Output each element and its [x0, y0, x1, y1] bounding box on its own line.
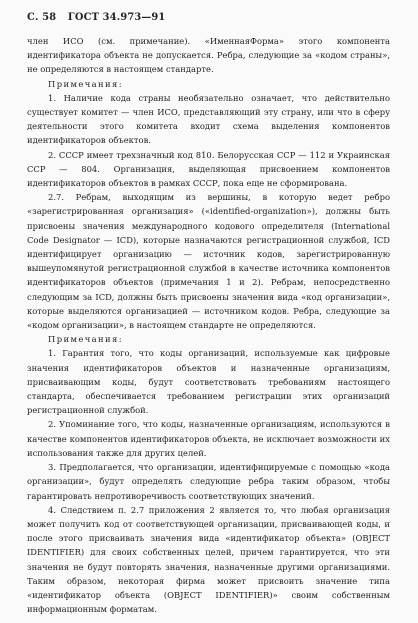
- notes-heading-2: Примечания:: [48, 334, 123, 345]
- note-2-2: 2. Упоминание того, что коды, назначенные организациям, используются в качестве компонентов идентификаторов объекта, не исключает возможности их использования также для других целей.: [27, 419, 390, 458]
- standard-designation: ГОСТ 34.973—91: [67, 12, 166, 23]
- notes-heading-1: Примечания:: [48, 78, 123, 89]
- page-header: [27, 12, 390, 23]
- note-2-3: 3. Предполагается, что организации, идентифицируемые с помощью «кода организации», будут определять следующие ребра таким образом, чтобы гарантировать непротиворечивость соответствующих значений.: [27, 462, 390, 501]
- paragraph-intro: член ИСО (см. примечание). «ИменнаяФорма» этого компонента идентификатора объекта не допускается. Ребра, следующие за «кодом страны», не определяются в настоящем стандарте.: [27, 36, 390, 75]
- note-2-4: 4. Следствием п. 2.7 приложения 2 является то, что любая организация может получить код от соответствующей организации, присваивающей коды, и после этого присваивать значения вида «идентификатор объекта» (OBJECT IDENTIFIER) для своих собственных целей, причем гарантируется, что эти значения не будут повторять значения, назначенные другими организациями. Таким образом, некоторая фирма может присвоить значение типа «идентификатор объекта (OBJECT IDENTIFIER)» своим собственным информационным форматам.: [27, 504, 390, 615]
- note-1-2: 2. СССР имеет трехзначный код 810. Белорусская ССР — 112 и Украинская ССР — 804. Организация, выделяющая присвоением компонентов идентификаторов объектов в рамках СССР, пока еще не сформирована.: [27, 149, 390, 189]
- note-1-1: 1. Наличие кода страны необязательно означает, что действительно существует комитет — член ИСО, представляющий эту страну, или что в сферу деятельности этого комитета входит схема выделения компонентов идентификаторов объектов.: [27, 92, 390, 146]
- note-2-1: 1. Гарантия того, что коды организаций, используемые как цифровые значения идентификаторов объектов и назначенные организациям, присваивающим коды, будут соответствовать требованиям настоящего стандарта, обеспечивается требованием регистрации этих организаций регистрационной службой.: [27, 348, 390, 416]
- page-number: С. 58: [27, 12, 57, 23]
- paragraph-2-7: 2.7. Ребрам, выходящим из вершины, в которую ведет ребро «зарегистрированная организация» («identified-organization»), должны быть присвоены значения международного кодового определителя (International Code Designator — ICD), которые назначаются регистрационной службой, ICD идентифицирует организацию — источник кодов, зарегистрированную вышеупомянутой регистрационной службой в качестве источника компонентов идентификаторов объектов (примечания 1 и 2). Ребрам, непосредственно следующим за ICD, должны быть присвоены значения вида «код организации», которые выделяются организацией — источником кодов. Ребра, следующие за «кодом организации», в настоящем стандарте не определяются.: [27, 192, 390, 331]
